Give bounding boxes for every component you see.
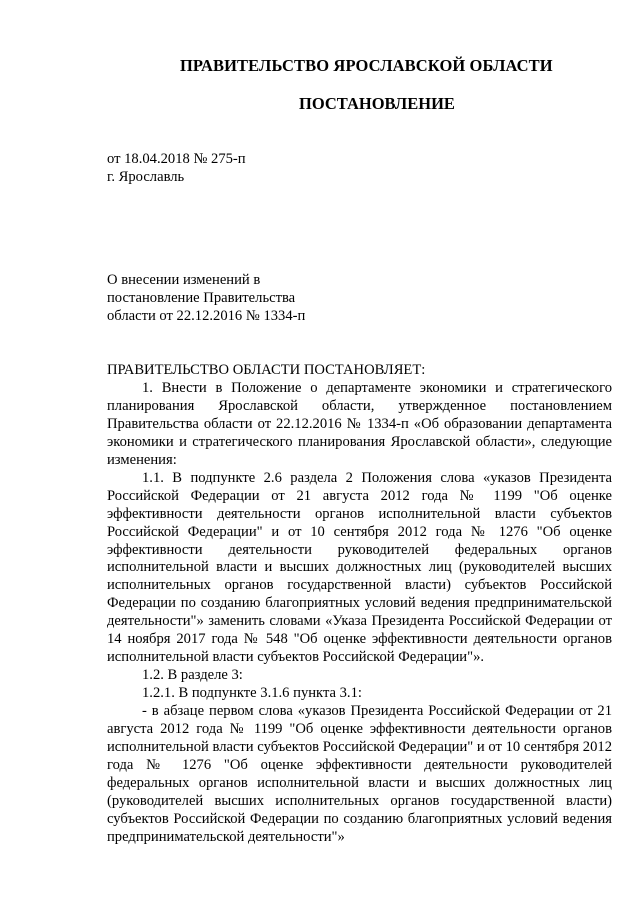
government-title: ПРАВИТЕЛЬСТВО ЯРОСЛАВСКОЙ ОБЛАСТИ xyxy=(180,56,553,75)
resolution-lead: ПРАВИТЕЛЬСТВО ОБЛАСТИ ПОСТАНОВЛЯЕТ: xyxy=(107,362,426,378)
city-line: г. Ярославль xyxy=(107,169,185,185)
paragraph-first-indent: - в абзаце первом слова «указов Президента Российской Федерации от 21 августа 2012 года № 1199 "Об оценке эффективности деятельности органов исполнительной власти субъектов Российской Федерации" и от 10 сентября 2012 года № 1276 "Об оценке эффективности деятельности руководителей федеральных органов исполнительной власти и высших должностных лиц (руководителей высших исполнительных органов государственной власти) субъектов Российской Федерации по созданию благоприятных условий ведения предпринимательской деятельности"» xyxy=(107,703,612,845)
date-number-line: от 18.04.2018 № 275-п xyxy=(107,151,246,167)
document-type-title: ПОСТАНОВЛЕНИЕ xyxy=(299,94,455,113)
paragraph-1-2: 1.2. В разделе 3: xyxy=(142,667,243,684)
document-subject xyxy=(107,271,305,325)
paragraph-1: 1. Внести в Положение о департаменте экономики и стратегического планирования Ярославской области, утвержденное постановлением Правительства области от 22.12.2016 № 1334-п «Об образовании департамента экономики и стратегического планирования Ярославской области», следующие изменения: xyxy=(107,379,612,468)
paragraph-1-2-1: 1.2.1. В подпункте 3.1.6 пункта 3.1: xyxy=(142,685,362,702)
paragraph-1-1: 1.1. В подпункте 2.6 раздела 2 Положения слова «указов Президента Российской Федерации от 21 августа 2012 года № 1199 "Об оценке эффективности деятельности органов исполнительной власти субъектов Российской Федерации" и от 10 сентября 2012 года № 1276 "Об оценке эффективности деятельности руководителей федеральных органов исполнительной власти и высших должностных лиц (руководителей высших исполнительных органов государственной власти) субъектов Российской Федерации по созданию благоприятных условий ведения предпринимательской деятельности"» заменить словами «Указа Президента Российской Федерации от 14 ноября 2017 года № 548 "Об оценке эффективности деятельности органов исполнительной власти субъектов Российской Федерации"». xyxy=(107,469,612,666)
subject-line-2: постановление Правительства xyxy=(107,290,296,306)
subject-line-1: О внесении изменений в xyxy=(107,272,261,288)
document-meta xyxy=(107,150,246,186)
document-body xyxy=(107,362,612,847)
subject-line-3: области от 22.12.2016 № 1334-п xyxy=(107,308,306,324)
